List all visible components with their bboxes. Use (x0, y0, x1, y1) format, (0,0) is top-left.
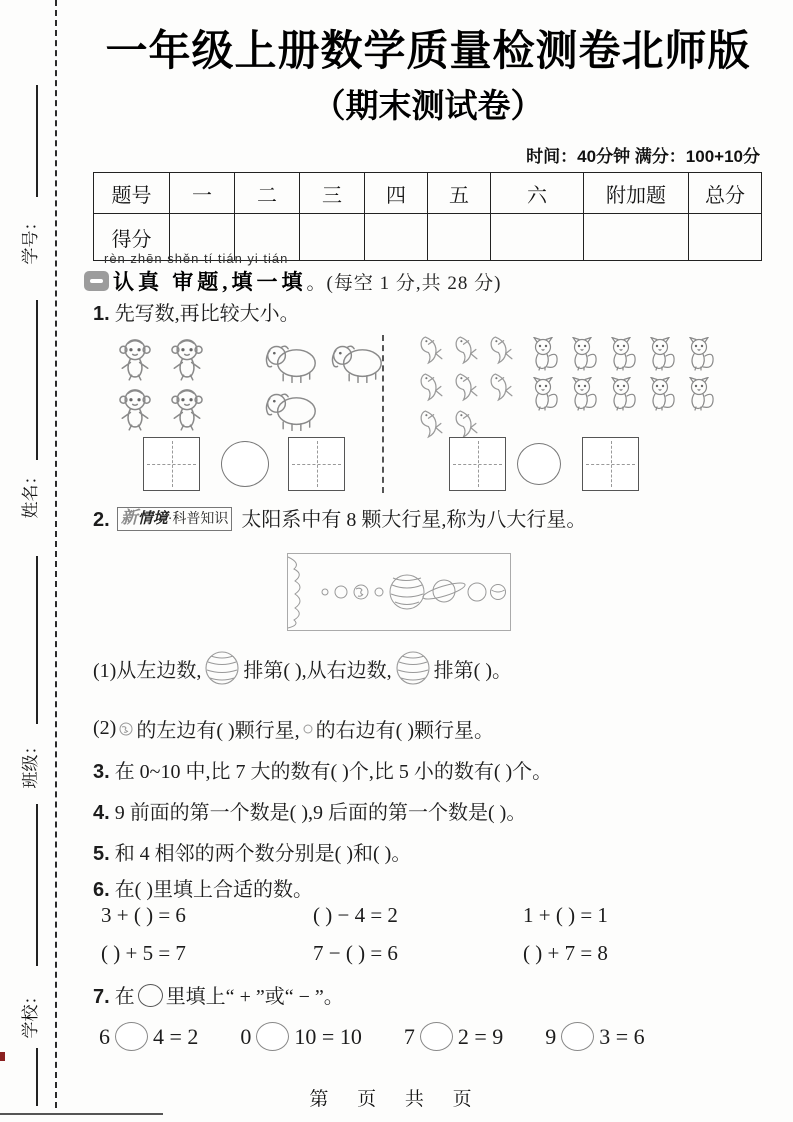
squirrel-icon (646, 377, 677, 411)
new-context-badge: 新情境·科普知识 (117, 507, 233, 531)
equation: 0 10 = 10 (240, 1022, 361, 1051)
equation: 7 2 = 9 (404, 1022, 503, 1051)
dolphin-icon (416, 409, 443, 440)
question-7: 7. 在 里填上“ + ”或“ − ”。 (93, 986, 344, 1008)
squirrel-icon (529, 337, 560, 371)
equation: 1 + ( ) = 1 (523, 903, 608, 927)
question-1-figure (93, 333, 760, 495)
question-2: 2. 新情境·科普知识 太阳系中有 8 颗大行星,称为八大行星。 (93, 508, 587, 531)
score-cell (584, 214, 689, 261)
squirrel-group (529, 337, 716, 411)
school-label: 学校： (21, 987, 40, 1039)
operator-circle (115, 1022, 148, 1051)
equation: ( ) − 4 = 2 (313, 903, 398, 927)
name-blank-line (36, 300, 38, 460)
table-header-cell: 四 (365, 173, 428, 214)
dolphin-icon (486, 335, 513, 366)
dashed-divider (382, 335, 384, 493)
question-6: 6. 在( )里填上合适的数。 (93, 879, 314, 901)
operator-circle (420, 1022, 453, 1051)
binding-dashed-line (55, 0, 57, 1108)
squirrel-icon (568, 337, 599, 371)
answer-box (582, 437, 639, 491)
section-score-note: 。(每空 1 分,共 28 分) (306, 272, 502, 294)
table-header-cell: 五 (428, 173, 491, 214)
page-edge-line (0, 1113, 163, 1115)
table-header-cell: 附加题 (584, 173, 689, 214)
score-cell (491, 214, 584, 261)
equation: 9 3 = 6 (545, 1022, 644, 1051)
score-cell (300, 214, 365, 261)
table-header-cell: 二 (235, 173, 300, 214)
dolphin-icon (451, 335, 478, 366)
squirrel-icon (646, 337, 677, 371)
monkey-icon (113, 387, 157, 431)
monkey-icon (113, 337, 157, 381)
equation: ( ) + 5 = 7 (101, 941, 186, 965)
squirrel-icon (685, 337, 716, 371)
question-3: 3. 在 0~10 中,比 7 大的数有( )个,比 5 小的数有( )个。 (93, 761, 553, 783)
operator-circle (561, 1022, 594, 1051)
question-5: 5. 和 4 相邻的两个数分别是( )和( )。 (93, 843, 412, 865)
table-header-cell: 三 (300, 173, 365, 214)
score-table (93, 172, 762, 261)
compare-circle (517, 443, 561, 485)
sun-icon (288, 557, 300, 628)
squirrel-icon (568, 377, 599, 411)
question-2-sub1: (1)从左边数, 排第( ),从右边数, 排第( )。 (93, 650, 512, 686)
answer-box (449, 437, 506, 491)
class-blank-line (36, 556, 38, 724)
operator-circle (138, 984, 163, 1007)
dolphin-icon (416, 335, 443, 366)
jupiter-icon (204, 650, 240, 686)
score-row-label: 得分 (94, 214, 170, 261)
table-corner-cell: 题号 (94, 173, 170, 214)
page-title: 一年级上册数学质量检测卷北师版 (105, 27, 751, 74)
section-pinyin: rèn zhēn shěn tí tián yi tián (104, 251, 289, 266)
equation: 3 + ( ) = 6 (101, 903, 186, 927)
answer-box (143, 437, 200, 491)
page-subtitle: （期末测试卷） (312, 87, 544, 124)
registration-mark (0, 1052, 5, 1061)
question-1: 1. 先写数,再比较大小。 (93, 303, 300, 325)
elephant-icon (263, 389, 321, 431)
question-4: 4. 9 前面的第一个数是( ),9 后面的第一个数是( )。 (93, 802, 527, 824)
dolphin-group (416, 335, 513, 440)
dolphin-icon (486, 372, 513, 403)
compare-circle (221, 441, 269, 487)
table-header-cell: 六 (491, 173, 584, 214)
school-blank-line (36, 804, 38, 966)
elephant-group (263, 341, 387, 431)
equation: 6 4 = 2 (99, 1022, 198, 1051)
table-header-cell: 总分 (689, 173, 762, 214)
squirrel-icon (529, 377, 560, 411)
equation: ( ) + 7 = 8 (523, 941, 608, 965)
score-cell (689, 214, 762, 261)
student-number-label: 学号： (21, 213, 40, 265)
operator-circle (256, 1022, 289, 1051)
q6-row1 (101, 903, 608, 928)
q7-equations (99, 1022, 687, 1051)
monkey-icon (165, 337, 209, 381)
small-planet-icon (303, 724, 313, 734)
monkey-icon (165, 387, 209, 431)
class-label: 班级： (21, 737, 40, 789)
question-2-sub2: (2) 的左边有( )颗行星, 的右边有( )颗行星。 (93, 717, 494, 742)
dolphin-icon (451, 409, 478, 440)
section-one-heading (84, 266, 501, 296)
section-number-icon (84, 271, 109, 291)
table-header-cell: 一 (170, 173, 235, 214)
jupiter-icon (395, 650, 431, 686)
solar-system-figure (287, 553, 511, 631)
dolphin-icon (451, 372, 478, 403)
monkey-group (113, 337, 209, 431)
squirrel-icon (685, 377, 716, 411)
dolphin-icon (416, 372, 443, 403)
page-footer: 第 页 共 页 (309, 1089, 484, 1110)
score-cell (428, 214, 491, 261)
elephant-icon (329, 341, 387, 383)
equation: 7 − ( ) = 6 (313, 941, 398, 965)
elephant-icon (263, 341, 321, 383)
q6-row2 (101, 941, 608, 966)
earth-icon (119, 722, 133, 736)
student-number-blank-line (36, 85, 38, 197)
answer-box (288, 437, 345, 491)
time-score-meta: 时间：40分钟 满分：100+10分 (526, 147, 760, 166)
section-title: 认真 审题,填一填 (113, 270, 307, 294)
score-cell (365, 214, 428, 261)
name-label: 姓名： (21, 467, 40, 519)
squirrel-icon (607, 337, 638, 371)
squirrel-icon (607, 377, 638, 411)
